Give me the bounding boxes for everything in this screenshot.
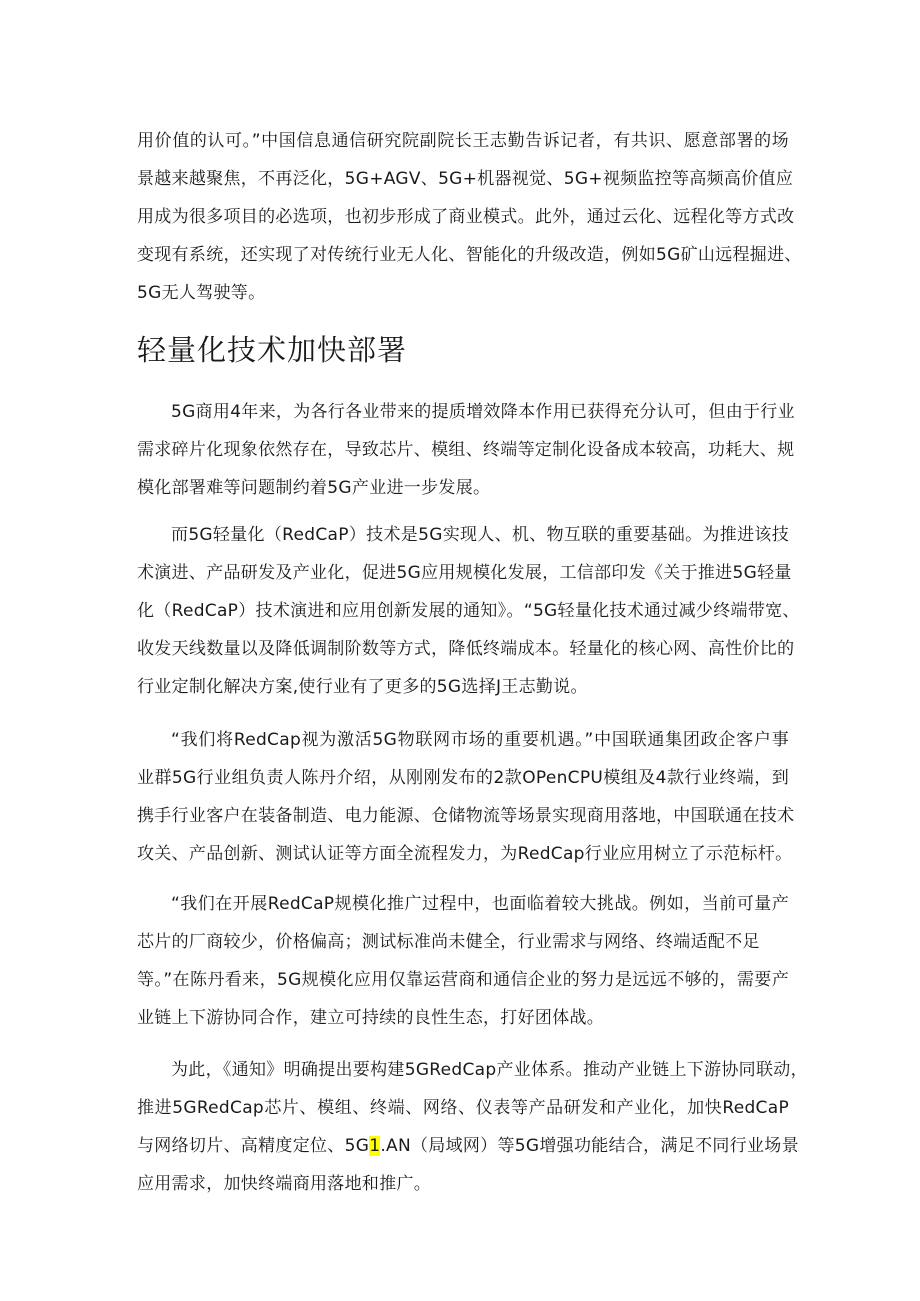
section-heading: 轻量化技术加快部署 (137, 333, 408, 367)
paragraph-intro (137, 122, 802, 312)
text-line: 行业定制化解决方案,使行业有了更多的5G选择J王志勤说。 (137, 677, 588, 697)
text-line: 业群5G行业组负责人陈丹介绍，从刚刚发布的2款OPenCPU模组及4款行业终端，到 (137, 768, 789, 788)
text-line: 携手行业客户在装备制造、电力能源、仓储物流等场景实现商用落地，中国联通在技术 (137, 806, 795, 826)
paragraph-3 (137, 721, 795, 873)
text-line: 业链上下游协同合作，建立可持续的良性生态，打好团体战。 (137, 1008, 605, 1028)
text-line: 模化部署难等问题制约着5G产业进一步发展。 (137, 478, 491, 498)
paragraph-2 (137, 516, 800, 706)
text-line: 芯片的厂商较少，价格偏高；测试标准尚未健全，行业需求与网络、终端适配不足 (137, 932, 760, 952)
text-line: 5G商用4年来，为各行各业带来的提质增效降本作用已获得充分认可，但由于行业 (171, 402, 795, 422)
text-line: 变现有系统，还实现了对传统行业无人化、智能化的升级改造，例如5G矿山远程掘进、 (137, 245, 802, 265)
text-line: “我们将RedCap视为激活5G物联网市场的重要机遇。”中国联通集团政企客户事 (171, 730, 789, 750)
paragraph-1 (137, 393, 795, 507)
highlighted-text: 1 (369, 1136, 381, 1156)
text-line: 用成为很多项目的必选项，也初步形成了商业模式。此外，通过云化、远程化等方式改 (137, 207, 795, 227)
text-line: 需求碎片化现象依然存在，导致芯片、模组、终端等定制化设备成本较高，功耗大、规 (137, 440, 795, 460)
paragraph-5 (137, 1051, 808, 1203)
text-line: 等。”在陈丹看来，5G规模化应用仅靠运营商和通信企业的努力是远远不够的，需要产 (137, 970, 789, 990)
text-segment: .AN（局域网）等5G增强功能结合，满足不同行业场景 (380, 1136, 799, 1156)
text-line: 为此，《通知》明确提出要构建5GRedCap产业体系。推动产业链上下游协同联动， (171, 1060, 808, 1080)
text-line: 攻关、产品创新、测试认证等方面全流程发力，为RedCap行业应用树立了示范标杆。 (137, 844, 793, 864)
text-line: 景越来越聚焦，不再泛化，5G+AGV、5G+机器视觉、5G+视频监控等高频高价值应 (137, 169, 794, 189)
text-line: 而5G轻量化（RedCaP）技术是5G实现人、机、物互联的重要基础。为推进该技 (171, 525, 789, 545)
paragraph-4 (137, 885, 789, 1037)
text-line: 应用需求，加快终端商用落地和推广。 (137, 1174, 432, 1194)
text-line: “我们在开展RedCaP规模化推广过程中，也面临着较大挑战。例如，当前可量产 (171, 894, 789, 914)
text-line: 5G无人驾驶等。 (137, 283, 266, 303)
text-line: 化（RedCaP）技术演进和应用创新发展的通知》。“5G轻量化技术通过减少终端带宽、 (137, 601, 800, 621)
text-line-with-highlight (137, 1127, 799, 1165)
text-line: 术演进、产品研发及产业化，促进5G应用规模化发展，工信部印发《关于推进5G轻量 (137, 563, 792, 583)
text-segment: 与网络切片、高精度定位、5G (137, 1136, 370, 1156)
text-line: 收发天线数量以及降低调制阶数等方式，降低终端成本。轻量化的核心网、高性价比的 (137, 639, 795, 659)
text-line: 推进5GRedCap芯片、模组、终端、网络、仪表等产品研发和产业化，加快RedCaP (137, 1098, 789, 1118)
text-line: 用价值的认可。”中国信息通信研究院副院长王志勤告诉记者，有共识、愿意部署的场 (137, 131, 789, 151)
